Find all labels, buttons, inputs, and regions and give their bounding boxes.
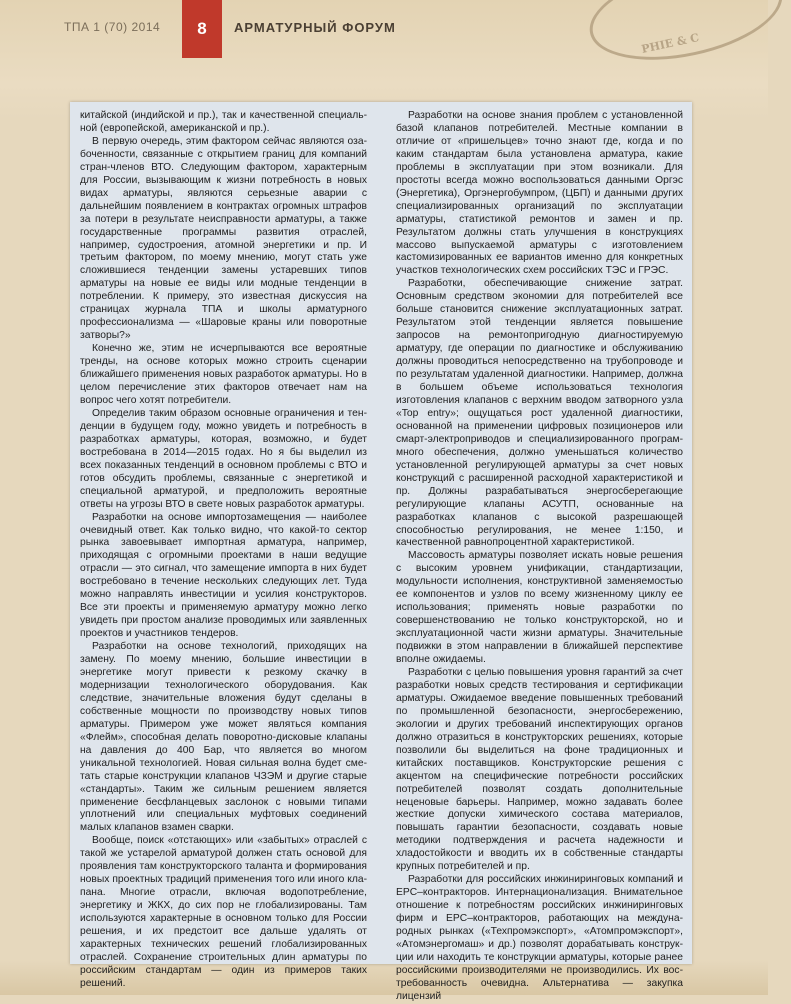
paragraph: Конечно же, этим не исчерпываются все вероятные тренды, на основе которых можно строить сценарии ближайшего применения новых разработок арматуры. Но в целом перечисление этих факторов отвечает нам на вопрос чего хотят потребители. — [80, 343, 367, 406]
page-number: 8 — [182, 0, 222, 58]
paragraph: Разработки на основе технологий, приходящих на замену. По моему мнению, большие инвестиции в энергетике могут привести к резкому скачку в модернизации технологического оборудования. Как следствие, значительные вложения будут сделаны в собственные мощности по производству новых типов арматуры. Примером уже может являться компания «Флейм», способная делать поворотно-дисковые клапаны на давления до 400 Бар, что является во многом уникальной технологией. Новая сильная волна будет сметать старые конструкции клапанов ЧЗЭМ и другие старые «стандарты». Таким же сильным решением является применение бесфланцевых заслонок с новыми типами уплотнений или специальных муфтовых соединений малых клапанов взамен сварки. — [80, 641, 367, 834]
right-column — [396, 110, 683, 1002]
section-title: АРМАТУРНЫЙ ФОРУМ — [234, 20, 396, 35]
paragraph: китайской (индийской и пр.), так и качественной специальной (европейской, американской и пр.). — [80, 110, 367, 134]
paragraph: Разработки с целью повышения уровня гарантий за счет разработки новых средств тестирования и сертификации арматуры. Ожидаемое введение повышенных требований по промышленной безопасности, энергосбережению, экологии и других требований инспектирующих органов должно отразиться в конструкторских решениях, которые позволили бы выделиться на фоне традиционных и китайских поставщиков. Конструкторские решения с акцентом на специфические потребности российских потребителей позволят создать дополнительные неценовые барьеры. Например, можно задавать более жесткие допуски химического состава материалов, повышать гарантии безопасности, создавать новые методики подтверждения и расчета надежности и хладостойкости и вводить их в собственные стандарты крупных потребителей и пр. — [396, 666, 683, 873]
paragraph: Разработки, обеспечивающие снижение затрат. Основным средством экономии для потребителей все больше становится снижение эксплуатационных затрат. Результатом этой тенденции является повышение запросов на ремонтопригодную диагностируемую арматуру, где операции по диагностике и обслуживанию должны проводиться непосредственно на трубопроводе и по результатам удаленной диагностики. Например, должна в большем объеме использоваться технология изготовления клапанов с верхним вводом затворного узла «Top entry»; ощущаться рост удаленной диагностики, основанной на применении цифровых позиционеров или смарт-электроприводов и специализированного программного обеспечения, должно уменьшаться количество установленной регулирующей арматуры за счет новых конструкций с расширенной расходной характеристикой и пр. Должны разрабатываться энергосберегающие регулирующие клапаны АСУТП, основанные на разработках клапанов с высокой разрешающей способностью регулирования, не менее 1:150, и качественной равнопроцентной характеристикой. — [396, 278, 683, 549]
paragraph: Разработки на основе знания проблем с установленной базой клапанов потребителей. Местные компании в отличие от «пришельцев» точно знают где, когда и по каким стандартам была установлена арматура, какие проблемы в эксплуатации при этом возникали. Для простоты всегда можно воспользоваться данными Оргэс (Энергетика), Оргэнергобумпром, (ЦБП) и данными других специализированных организаций по эксплуатации арматуры, статистикой ремонтов и замен и пр. Результатом должны стать улучшения в конструкциях массово выпускаемой арматуры с изготовлением кастомизированных ее вариантов именно для конкретных участков технологических схем российских ТЭС и ГРЭС. — [396, 110, 683, 277]
paragraph: Вообще, поиск «отстающих» или «забытых» отраслей с такой же устарелой арматурой должен стать основой для проявления там конструкторского таланта и формирования новых проектных традиций применения того или иного клапана. Многие отрасли, включая водопотребление, энергетику и ЖКХ, до сих пор не глобализированы. Там используются характерные в основном только для России решения, и их предстоит все дальше удалять от характерных технических решений глобализированных отраслей. Сохранение строительных длин арматуры по российским стандартам — один из примеров таких решений. — [80, 835, 367, 989]
issue-label: ТПА 1 (70) 2014 — [64, 20, 161, 34]
article-page — [70, 102, 692, 1002]
paragraph: Определив таким образом основные ограничения и тенденции в будущем году, можно увидеть и потребность в разработках арматуры, которая, возможно, и будет востребована в 2014—2015 годах. Но я бы выделил из всех показанных тенденций в основном проблемы с ВТО и готов обсудить проблемы, связанные с энергетикой и специальной арматурой, и предположить вероятные ответы на угрозы ВТО в свете новых разработок арматуры. — [80, 407, 367, 510]
paragraph: Разработки для российских инжиниринговых компаний и EPC–контракторов. Интернационализация. Внимательное отношение к потребностям российских инжиниринговых фирм и EPC–контракторов, работающих на международных рынках («Техпромэкспорт», «Атомпромэкспорт», «Атомэнергомаш» и др.) позволят дорабатывать конструкции или находить те конструкции арматуры, которые ранее российскими производителями не производились. Их востребованность очевидна. Альтернатива — закупка лицензий — [396, 874, 683, 1002]
paragraph: Массовость арматуры позволяет искать новые решения с высоким уровнем унификации, стандартизации, модульности исполнения, конструктивной заменяемостью ее компонентов и узлов по всему жизненному циклу ее использования; применять новые разработки по совершенствованию не только конструкторской, но и эксплуатационной части жизни арматуры. Значительные подвижки в этом направлении в ближайшей перспективе вполне ожидаемы. — [396, 550, 683, 666]
stamp-text: PHIE & C — [640, 30, 701, 56]
left-column — [80, 110, 367, 989]
paragraph: В первую очередь, этим фактором сейчас являются озабоченности, связанные с открытием границ для компаний стран-членов ВТО. Следующим фактором, характерным для России, вызывающим к жизни потребность в новых видах арматуры, являются серьезные аварии с дальнейшим появлением в контрактах огромных штрафов за потери в результате неисправности арматуры, а также государственные программы развития отраслей, например, судостроения, атомной энергетики и пр. И третьим фактором, по моему мнению, могут стать уже сложившиеся тенденции замены устаревших типов арматуры на новые ее виды или модные тенденции в потреблении. К примеру, это известная дискуссия на страницах журнала ТПА и школы арматурного профессионализма — «Шаровые краны или поворотные затворы?» — [80, 135, 367, 342]
paragraph: Разработки на основе импортозамещения — наиболее очевидный ответ. Как только видно, что какой-то сектор рынка завоевывает импортная арматура, например, приходящая с огромными проектами в наши ведущие отрасли — это сигнал, что замещение импорта в них будет востребовано в течение нескольких следующих лет. Туда можно направлять инвестиции и усилия конструкторов. Все эти проекты и применяемую арматуру можно легко увидеть при простом анализе проводимых или заявленных проектов и участников тендеров. — [80, 511, 367, 640]
